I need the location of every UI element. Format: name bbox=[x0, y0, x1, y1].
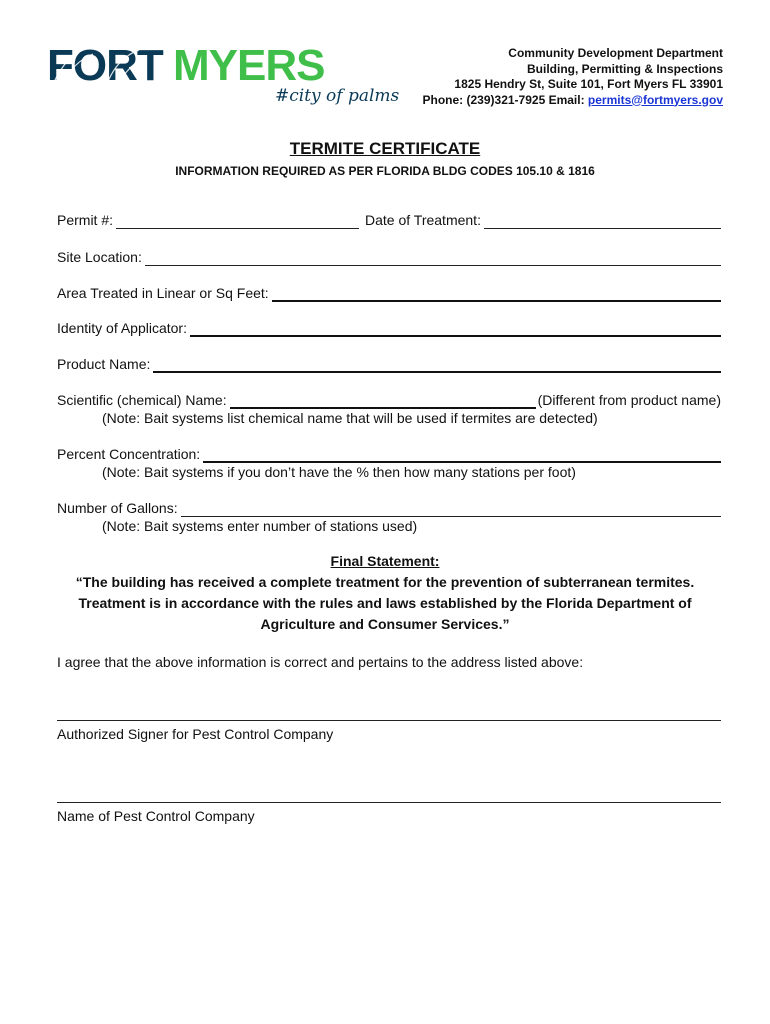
site-location-row bbox=[57, 248, 721, 266]
percent-label: Percent Concentration: bbox=[57, 446, 201, 462]
document-subtitle: INFORMATION REQUIRED AS PER FLORIDA BLDG CODES 105.10 & 1816 bbox=[175, 164, 595, 178]
phone-text: Phone: (239)321-7925 Email: bbox=[422, 92, 588, 107]
document-title: TERMITE CERTIFICATE bbox=[289, 139, 481, 158]
fort-myers-logo bbox=[47, 41, 402, 112]
department-info bbox=[393, 46, 723, 108]
dept-contact-line bbox=[393, 93, 723, 109]
email-link[interactable]: permits@fortmyers.gov bbox=[587, 92, 723, 107]
area-treated-input-line[interactable] bbox=[272, 286, 721, 302]
scientific-name-note: (Note: Bait systems list chemical name that will be used if termites are detected) bbox=[102, 410, 598, 426]
logo-tagline: #city of palms bbox=[275, 86, 400, 106]
product-name-input-line[interactable] bbox=[153, 357, 721, 373]
permit-label: Permit #: bbox=[57, 212, 114, 228]
permit-row bbox=[57, 211, 721, 229]
final-statement-heading: Final Statement: bbox=[330, 553, 440, 569]
company-label: Name of Pest Control Company bbox=[57, 808, 255, 824]
dept-line-1: Community Development Department bbox=[508, 46, 723, 60]
company-name-line[interactable] bbox=[57, 802, 721, 803]
percent-row bbox=[57, 445, 721, 463]
gallons-input-line[interactable] bbox=[181, 502, 721, 517]
permit-input-line[interactable] bbox=[116, 214, 359, 229]
applicator-label: Identity of Applicator: bbox=[57, 320, 187, 336]
scientific-name-row bbox=[57, 391, 721, 409]
final-statement-body: “The building has received a complete treatment for the prevention of subterranean termites. Treatment is in accordance with the rules and laws established by the Florida Department of Agriculture and Consumer Services.” bbox=[75, 574, 695, 632]
signer-label: Authorized Signer for Pest Control Company bbox=[57, 726, 334, 742]
area-treated-row bbox=[57, 284, 721, 302]
logo-myers-text: MYERS bbox=[173, 41, 325, 90]
product-name-row bbox=[57, 355, 721, 373]
date-of-treatment-label: Date of Treatment: bbox=[365, 212, 481, 228]
date-of-treatment-input-line[interactable] bbox=[484, 214, 721, 229]
dept-line-2: Building, Permitting & Inspections bbox=[526, 61, 723, 76]
applicator-input-line[interactable] bbox=[190, 321, 721, 337]
scientific-name-input-line[interactable] bbox=[230, 393, 536, 409]
site-location-input-line[interactable] bbox=[145, 251, 721, 266]
gallons-label: Number of Gallons: bbox=[57, 500, 178, 516]
gallons-row bbox=[57, 499, 721, 517]
signer-signature-line[interactable] bbox=[57, 720, 721, 721]
product-name-label: Product Name: bbox=[57, 356, 151, 372]
site-location-label: Site Location: bbox=[57, 249, 142, 265]
scientific-name-label: Scientific (chemical) Name: bbox=[57, 392, 227, 408]
percent-note: (Note: Bait systems if you don’t have the % then how many stations per foot) bbox=[102, 464, 576, 480]
applicator-row bbox=[57, 319, 721, 337]
gallons-note: (Note: Bait systems enter number of stations used) bbox=[102, 518, 418, 534]
percent-input-line[interactable] bbox=[203, 447, 721, 463]
dept-line-3: 1825 Hendry St, Suite 101, Fort Myers FL 33901 bbox=[454, 77, 723, 91]
area-treated-label: Area Treated in Linear or Sq Feet: bbox=[57, 285, 269, 301]
logo-fort-text: FORT bbox=[47, 41, 163, 90]
scientific-name-suffix: (Different from product name) bbox=[537, 392, 721, 408]
agreement-text: I agree that the above information is correct and pertains to the address listed above: bbox=[57, 654, 584, 670]
